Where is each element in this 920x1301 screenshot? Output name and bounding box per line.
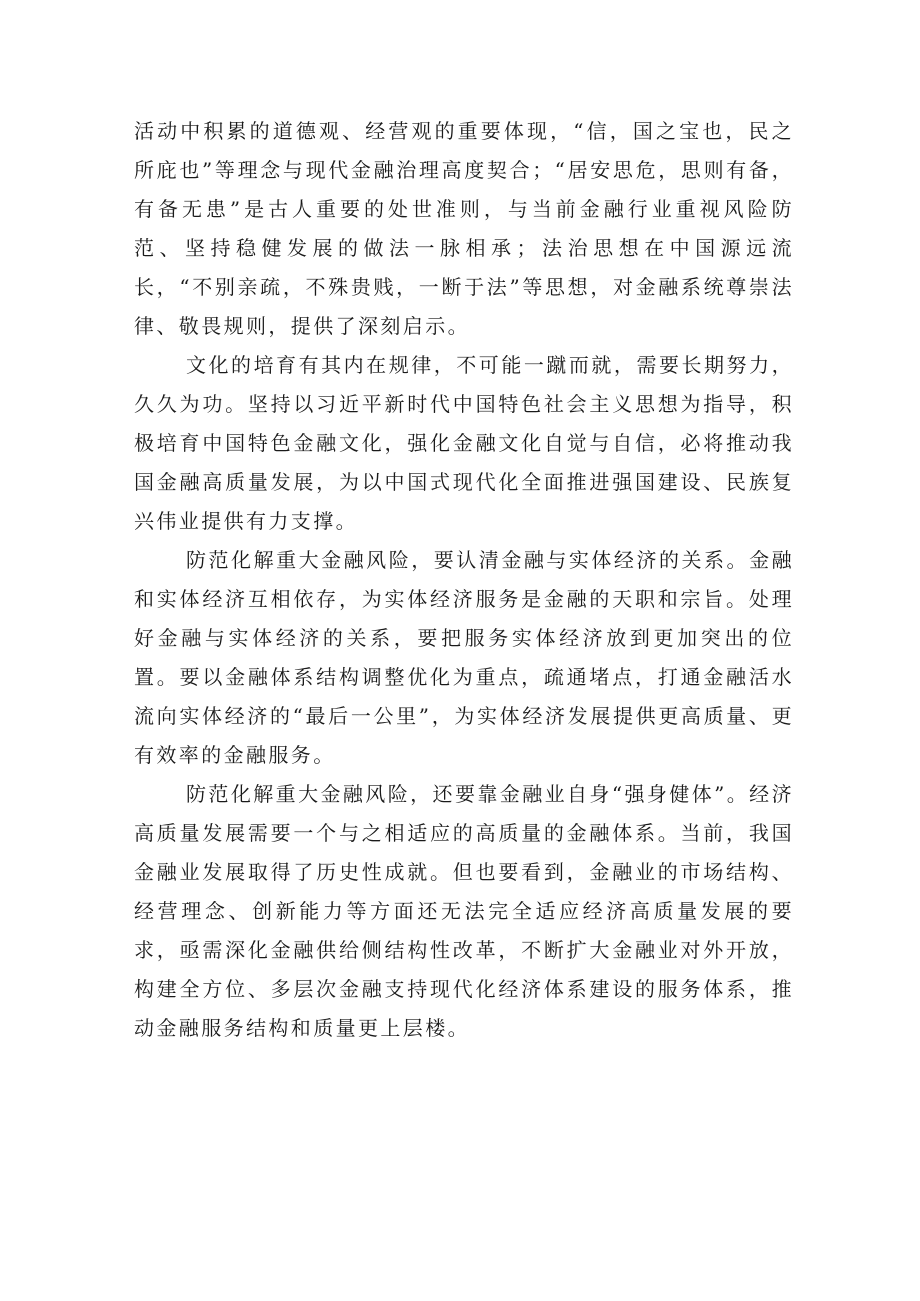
paragraph-continued: 活动中积累的道德观、经营观的重要体现，“信，国之宝也，民之所庇也”等理念与现代金融治理高度契合；“居安思危，思则有备，有备无患”是古人重要的处世准则，与当前金融行业重视风险防范、坚持稳健发展的做法一脉相承；法治思想在中国源远流长，“不别亲疏，不殊贵贱，一断于法”等思想，对金融系统尊崇法律、敬畏规则，提供了深刻启示。 xyxy=(134,119,794,338)
paragraph-financial-industry: 防范化解重大金融风险，还要靠金融业自身“强身健体”。经济高质量发展需要一个与之相适应的高质量的金融体系。当前，我国金融业发展取得了历史性成就。但也要看到，金融业的市场结构、经营理念、创新能力等方面还无法完全适应经济高质量发展的要求，亟需深化金融供给侧结构性改革，不断扩大金融业对外开放，构建全方位、多层次金融支持现代化经济体系建设的服务体系，推动金融服务结构和质量更上层楼。 xyxy=(134,782,794,1040)
paragraph-financial-culture: 文化的培育有其内在规律，不可能一蹴而就，需要长期努力，久久为功。坚持以习近平新时代中国特色社会主义思想为指导，积极培育中国特色金融文化，强化金融文化自觉与自信，必将推动我国金融高质量发展，为以中国式现代化全面推进强国建设、民族复兴伟业提供有力支撑。 xyxy=(134,353,794,533)
document-body xyxy=(134,112,794,1048)
paragraph-real-economy: 防范化解重大金融风险，要认清金融与实体经济的关系。金融和实体经济互相依存，为实体经济服务是金融的天职和宗旨。处理好金融与实体经济的关系，要把服务实体经济放到更加突出的位置。要以金融体系结构调整优化为重点，疏通堵点，打通金融活水流向实体经济的“最后一公里”，为实体经济发展提供更高质量、更有效率的金融服务。 xyxy=(134,548,794,767)
